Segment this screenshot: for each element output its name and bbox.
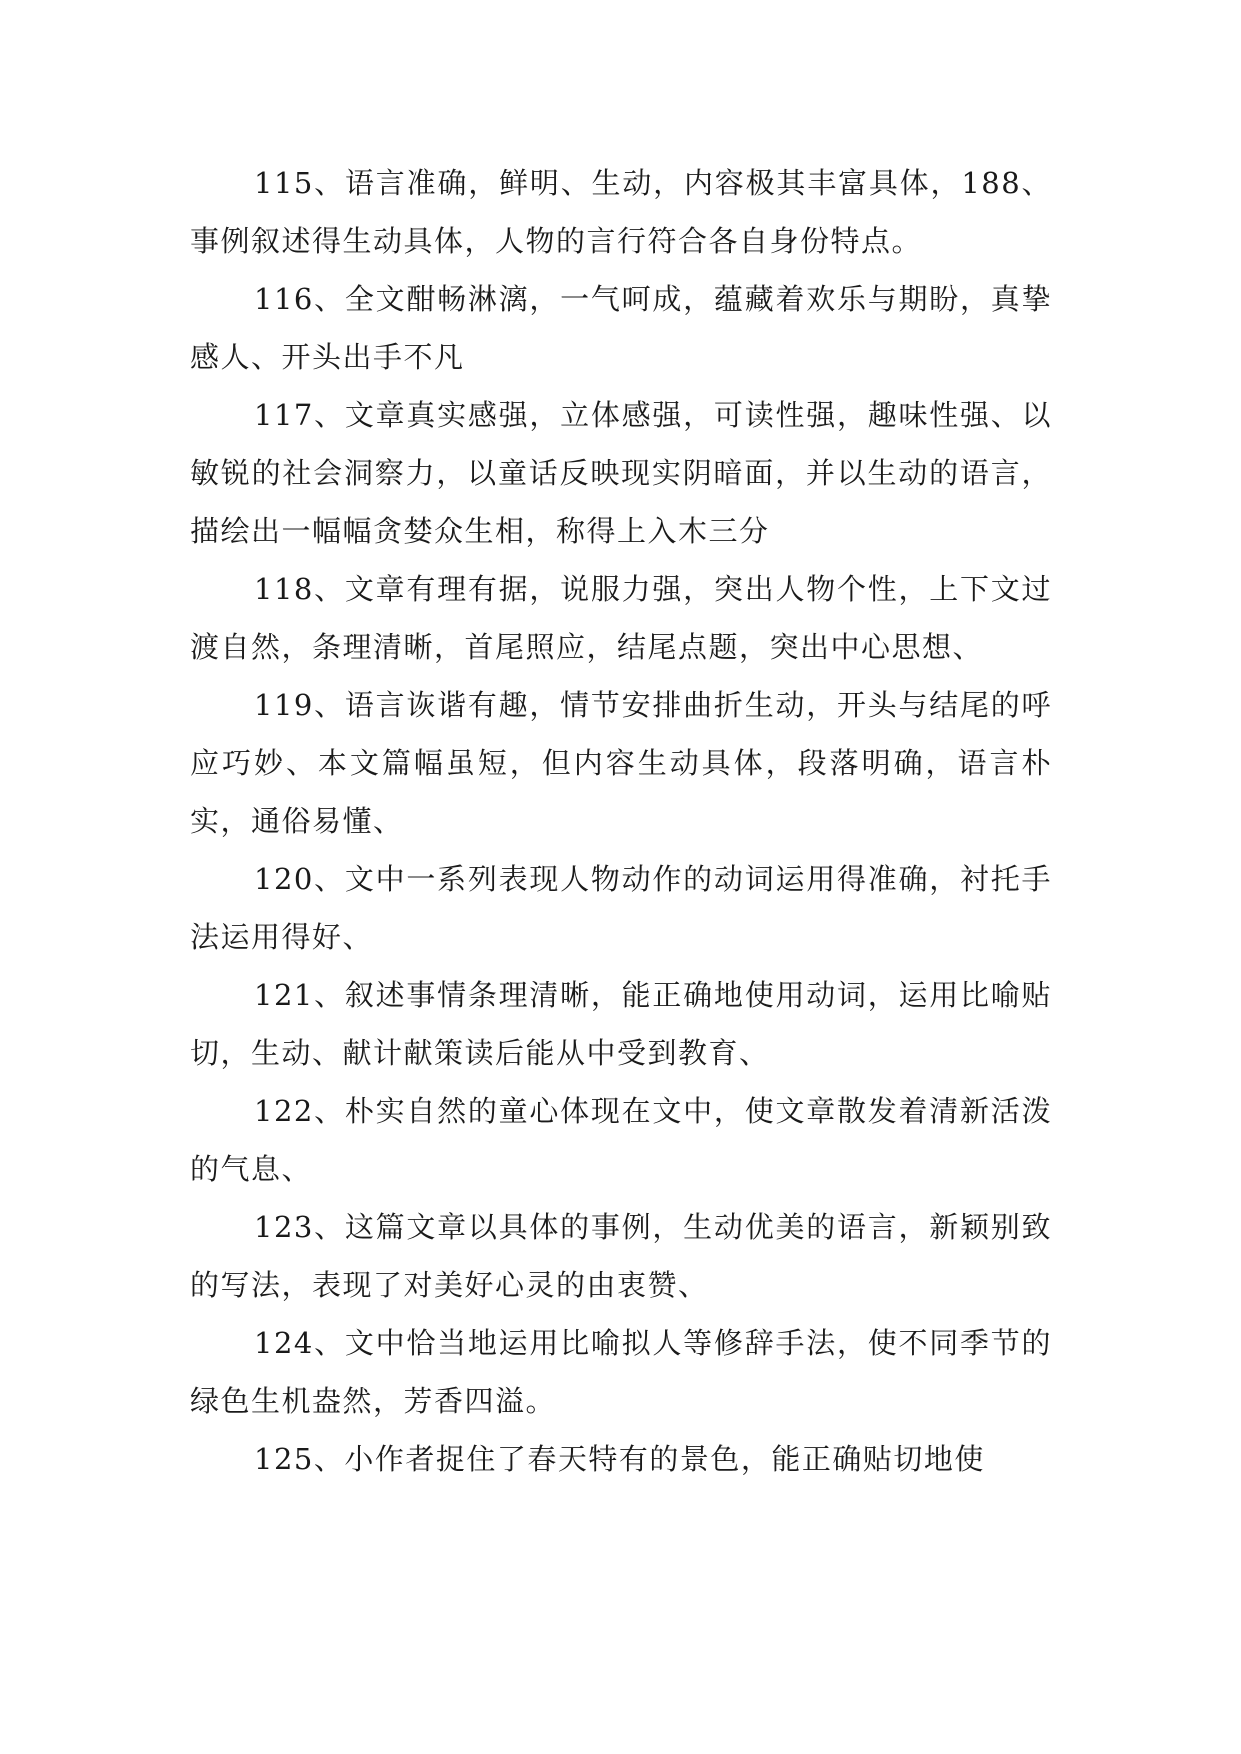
paragraph-118: 118、文章有理有据，说服力强，突出人物个性，上下文过渡自然，条理清晰，首尾照应，结尾点题，突出中心思想、 — [190, 572, 1052, 664]
paragraph-120: 120、文中一系列表现人物动作的动词运用得准确，衬托手法运用得好、 — [190, 862, 1052, 954]
paragraph-117: 117、文章真实感强，立体感强，可读性强，趣味性强、以敏锐的社会洞察力，以童话反映现实阴暗面，并以生动的语言，描绘出一幅幅贪婪众生相，称得上入木三分 — [190, 398, 1052, 548]
paragraph-116: 116、全文酣畅淋漓，一气呵成，蕴藏着欢乐与期盼，真挚感人、开头出手不凡 — [190, 282, 1052, 374]
paragraph-119: 119、语言诙谐有趣，情节安排曲折生动，开头与结尾的呼应巧妙、本文篇幅虽短，但内容生动具体，段落明确，语言朴实，通俗易懂、 — [190, 688, 1052, 838]
paragraph-122: 122、朴实自然的童心体现在文中，使文章散发着清新活泼的气息、 — [190, 1094, 1052, 1186]
paragraph-121: 121、叙述事情条理清晰，能正确地使用动词，运用比喻贴切，生动、献计献策读后能从中受到教育、 — [190, 978, 1052, 1070]
paragraph-124: 124、文中恰当地运用比喻拟人等修辞手法，使不同季节的绿色生机盎然，芳香四溢。 — [190, 1326, 1052, 1418]
paragraph-123: 123、这篇文章以具体的事例，生动优美的语言，新颖别致的写法，表现了对美好心灵的由衷赞、 — [190, 1210, 1052, 1302]
paragraph-125: 125、小作者捉住了春天特有的景色，能正确贴切地使 — [254, 1442, 985, 1476]
document-page — [190, 154, 1052, 1488]
paragraph-115: 115、语言准确，鲜明、生动，内容极其丰富具体，188、事例叙述得生动具体，人物的言行符合各自身份特点。 — [190, 166, 1052, 258]
